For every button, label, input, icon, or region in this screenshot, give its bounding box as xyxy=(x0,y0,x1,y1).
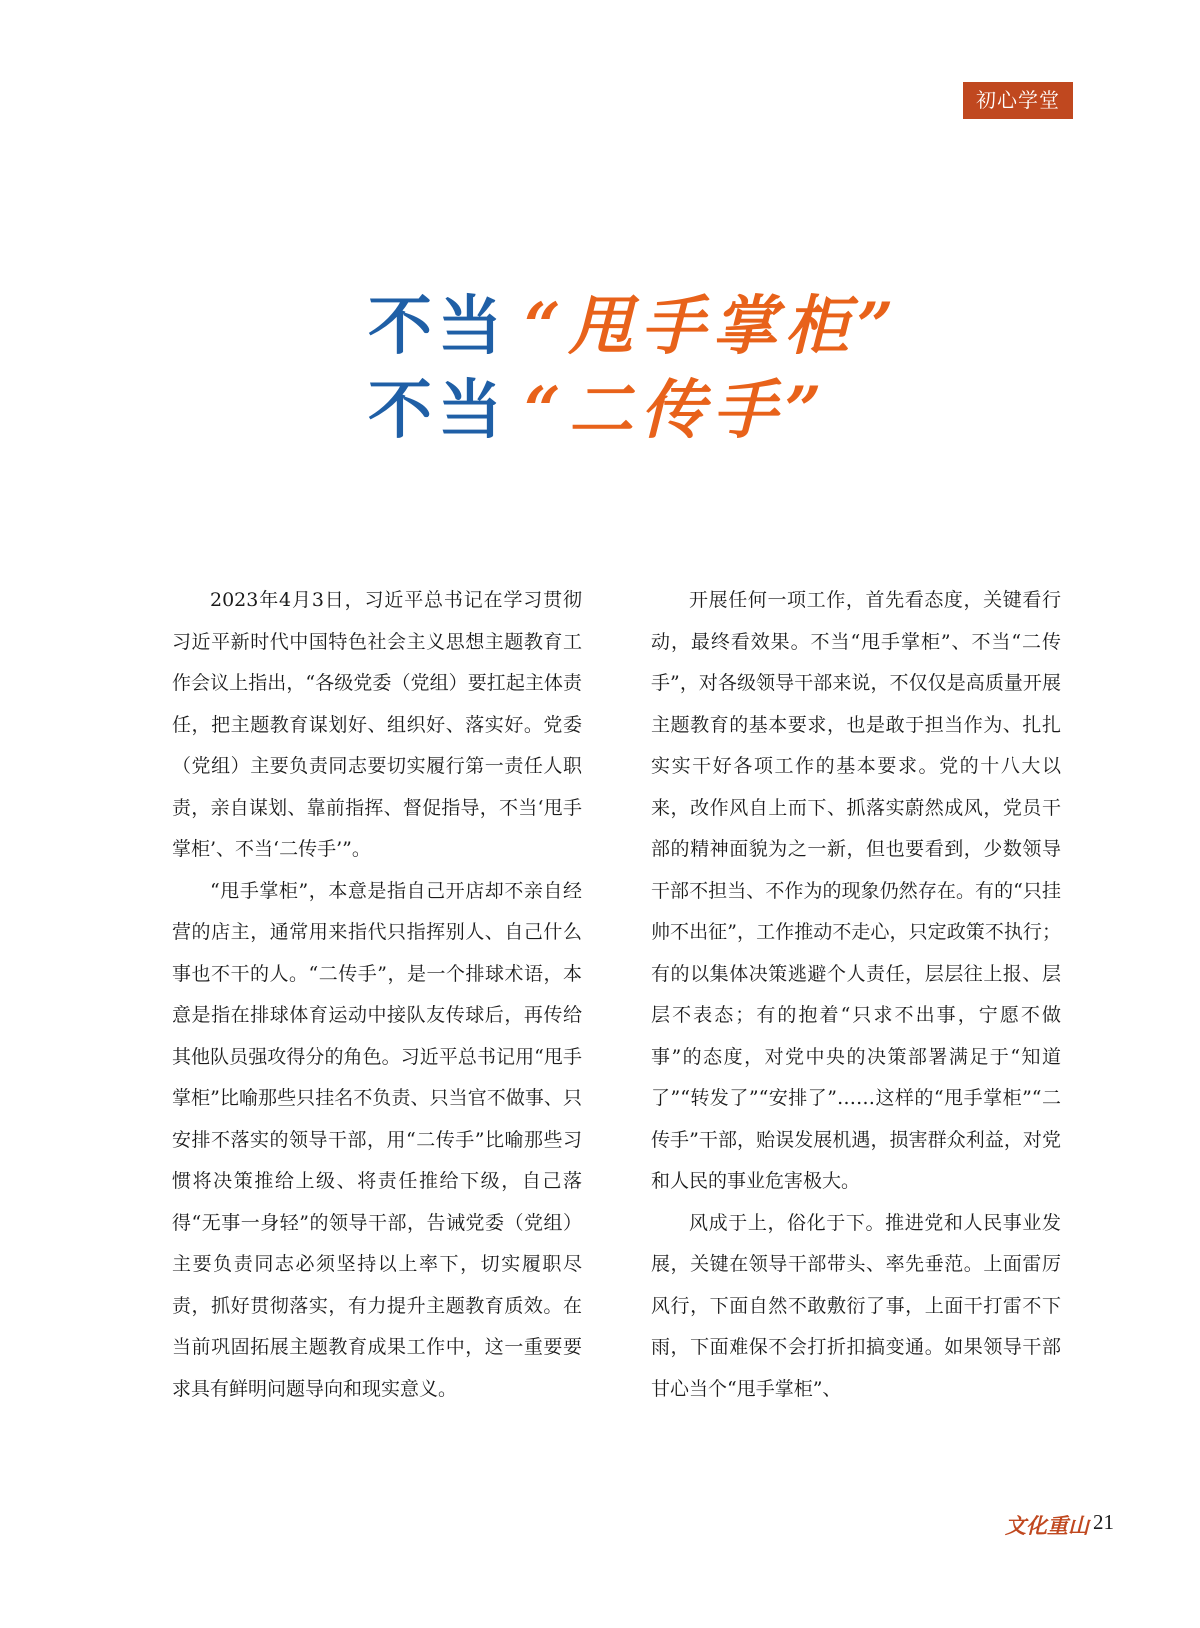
title-line-2-prefix: 不当 xyxy=(368,373,508,448)
paragraph: “甩手掌柜”，本意是指自己开店却不亲自经营的店主，通常用来指代只指挥别人、自己什么事也不干的人。“二传手”，是一个排球术语，本意是指在排球体育运动中接队友传球后，再传给其他队员强攻得分的角色。习近平总书记用“甩手掌柜”比喻那些只挂名不负责、只当官不做事、只安排不落实的领导干部，用“二传手”比喻那些习惯将决策推给上级、将责任推给下级，自己落得“无事一身轻”的领导干部，告诫党委（党组）主要负责同志必须坚持以上率下，切实履职尽责，抓好贯彻落实，有力提升主题教育质效。在当前巩固拓展主题教育成果工作中，这一重要要求具有鲜明问题导向和现实意义。 xyxy=(172,879,582,1400)
paragraph: 开展任何一项工作，首先看态度，关键看行动，最终看效果。不当“甩手掌柜”、不当“二传手”，对各级领导干部来说，不仅仅是高质量开展主题教育的基本要求，也是敢于担当作为、扎扎实实干好各项工作的基本要求。党的十八大以来，改作风自上而下、抓落实蔚然成风，党员干部的精神面貌为之一新，但也要看到，少数领导干部不担当、不作为的现象仍然存在。有的“只挂帅不出征”，工作推动不走心，只定政策不执行；有的以集体决策逃避个人责任，层层往上报、层层不表态；有的抱着“只求不出事，宁愿不做事”的态度，对党中央的决策部署满足于“知道了”“转发了”“安排了”……这样的“甩手掌柜”“二传手”干部，贻误发展机遇，损害群众利益，对党和人民的事业危害极大。 xyxy=(651,589,1061,1192)
left-column xyxy=(172,580,582,1410)
title-line-1 xyxy=(368,285,902,369)
page-number: 21 xyxy=(1093,1510,1114,1534)
magazine-logo: 文化重山 xyxy=(1005,1513,1089,1538)
title-line-2 xyxy=(368,369,902,453)
section-tag: 初心学堂 xyxy=(963,82,1073,119)
article-title xyxy=(368,285,902,453)
title-line-1-prefix: 不当 xyxy=(368,289,508,364)
paragraph: 风成于上，俗化于下。推进党和人民事业发展，关键在领导干部带头、率先垂范。上面雷厉风行，下面自然不敢敷衍了事，上面干打雷不下雨，下面难保不会打折扣搞变通。如果领导干部甘心当个“甩手掌柜”、 xyxy=(651,1211,1061,1400)
title-line-1-quote: “甩手掌柜” xyxy=(524,289,902,364)
right-column xyxy=(651,580,1061,1410)
paragraph: 2023年4月3日，习近平总书记在学习贯彻习近平新时代中国特色社会主义思想主题教育工作会议上指出，“各级党委（党组）要扛起主体责任，把主题教育谋划好、组织好、落实好。党委（党组）主要负责同志要切实履行第一责任人职责，亲自谋划、靠前指挥、督促指导，不当‘甩手掌柜’、不当‘二传手’”。 xyxy=(172,589,582,860)
title-line-2-quote: “二传手” xyxy=(524,373,830,448)
